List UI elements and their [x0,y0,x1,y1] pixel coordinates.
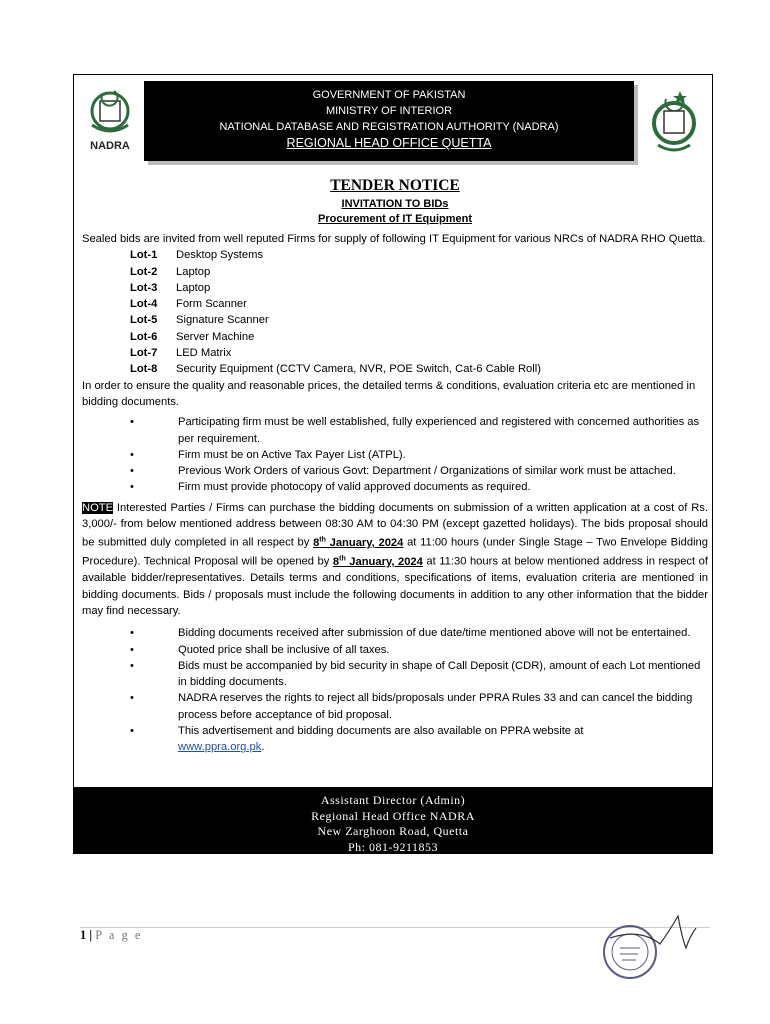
list-item-text: Bids must be accompanied by bid security in shape of Call Deposit (CDR), amount of each Lot mentioned in bidding documents. [178,659,701,689]
lot-number: Lot-7 [130,347,158,360]
ppra-website-link[interactable]: www.ppra.org.pk [178,741,262,754]
list-item-text: Firm must provide photocopy of valid approved documents as required. [178,481,531,494]
list-item-text: Previous Work Orders of various Govt: Department / Organizations of similar work must be attached. [178,465,676,478]
page-number: 1 [80,928,87,942]
lot-item: Form Scanner [176,298,247,311]
bullet: • [130,692,134,705]
lot-item: Laptop [176,265,211,278]
lot-number: Lot-5 [130,314,158,327]
bullet: • [130,481,134,494]
lot-number: Lot-6 [130,330,158,343]
header-banner [144,81,634,161]
bid-deadline-date: 8th January, 2024 [313,536,404,550]
list-item-text: NADRA reserves the rights to reject all bids/proposals under PPRA Rules 33 and can cancel the bidding process before acceptance of bid proposal. [178,692,693,721]
list-item [82,625,708,641]
lot-row [130,329,708,345]
contact-line2: Regional Head Office NADRA [311,808,475,823]
list-item [82,642,708,658]
bullet: • [130,627,134,640]
list-item-text: Firm must be on Active Tax Payer List (ATPL). [178,448,406,461]
lot-row [130,361,708,377]
conditions-list [82,625,708,723]
note-text: at 11:00 hours (under Single Stage – Two Envelope Bidding Procedure). Technical Proposal will be opened by [82,537,708,569]
lot-row [130,312,708,328]
bullet: • [130,416,134,429]
lot-number: Lot-3 [130,281,158,294]
list-item-text: Participating firm must be well established, fully experienced and registered with concerned authorities as per requirement. [178,416,700,445]
lot-item: Laptop [176,281,211,294]
lot-item: Signature Scanner [176,314,269,327]
list-item [82,690,708,723]
header-line3: NATIONAL DATABASE AND REGISTRATION AUTHORITY (NADRA) [219,121,559,133]
note-paragraph [82,500,708,620]
header [74,75,712,173]
list-item-text: Bidding documents received after submission of due date/time mentioned above will not be entertained. [178,627,691,640]
lot-row [130,345,708,361]
invitation-subtitle: INVITATION TO BIDs [341,198,449,210]
note-text: at 11:30 hours at below mentioned address in respect of available bidder/representatives. Details terms and conditions, specifications of items, evaluation criteria are mentioned in bidding documents. Bids / proposals must include the following documents in addition to any other information that the bidder may find necessary. [82,556,708,617]
list-item [82,463,708,479]
procurement-subtitle: Procurement of IT Equipment [317,213,472,225]
list-item [82,658,708,691]
contact-block [74,787,712,853]
header-line4: REGIONAL HEAD OFFICE QUETTA [286,136,492,150]
opening-date: 8th January, 2024 [332,555,423,569]
list-item [82,414,708,447]
list-item: • This advertisement and bidding documents are also available on PPRA website at www.ppra.org.pk. [82,723,708,756]
bullet: • [130,659,134,672]
lot-row [130,264,708,280]
lot-list [130,247,708,377]
nadra-emblem-icon [80,85,140,161]
notice-frame [73,74,713,854]
contact-line1: Assistant Director (Admin) [320,793,466,807]
lot-row [130,296,708,312]
lot-row [130,280,708,296]
page-footer: 1 | P a g e [80,928,143,942]
logo-text: NADRA [90,140,130,152]
intro-paragraph: Sealed bids are invited from well reputed Firms for supply of following IT Equipment for various NRCs of NADRA RHO Quetta. [82,233,706,245]
condition-text: This advertisement and bidding documents are also available on PPRA website at [178,725,584,738]
state-emblem-icon [644,87,704,157]
bullet: • [130,643,134,656]
lot-item: Desktop Systems [176,249,264,262]
page-label: P a g e [95,928,143,942]
lot-number: Lot-1 [130,249,158,262]
tender-title: TENDER NOTICE [330,177,460,194]
lot-number: Lot-2 [130,265,158,278]
lot-number: Lot-4 [130,298,158,311]
note-label: NOTE [82,501,114,514]
contact-phone: Ph: 081-9211853 [347,839,439,854]
lot-item: Security Equipment (CCTV Camera, NVR, POE Switch, Cat-6 Cable Roll) [176,363,541,376]
lot-row [130,247,708,263]
list-item [82,479,708,495]
list-item [82,447,708,463]
list-item-text: Quoted price shall be inclusive of all taxes. [178,643,390,656]
quality-paragraph: In order to ensure the quality and reasonable prices, the detailed terms & conditions, evaluation criteria etc are mentioned in bidding documents. [82,379,696,408]
bullet: • [130,448,134,461]
requirements-list [82,414,708,495]
header-line1: GOVERNMENT OF PAKISTAN [312,89,466,101]
contact-line3: New Zarghoon Road, Quetta [317,824,469,838]
lot-item: Server Machine [176,330,255,343]
signature-stamp-icon [590,908,700,983]
notice-body [82,173,708,756]
lot-item: LED Matrix [176,347,232,360]
header-line2: MINISTRY OF INTERIOR [325,105,453,117]
note-text: Interested Parties / Firms can purchase the bidding documents on submission of a written application at a cost of Rs. 3,000/- from below mentioned address between 08:30 AM to 04:30 PM (except gazetted holidays). The bids proposal should be submitted duly completed in all respect by [82,501,708,550]
bullet: • [130,725,134,738]
bullet: • [130,465,134,478]
lot-number: Lot-8 [130,363,158,376]
